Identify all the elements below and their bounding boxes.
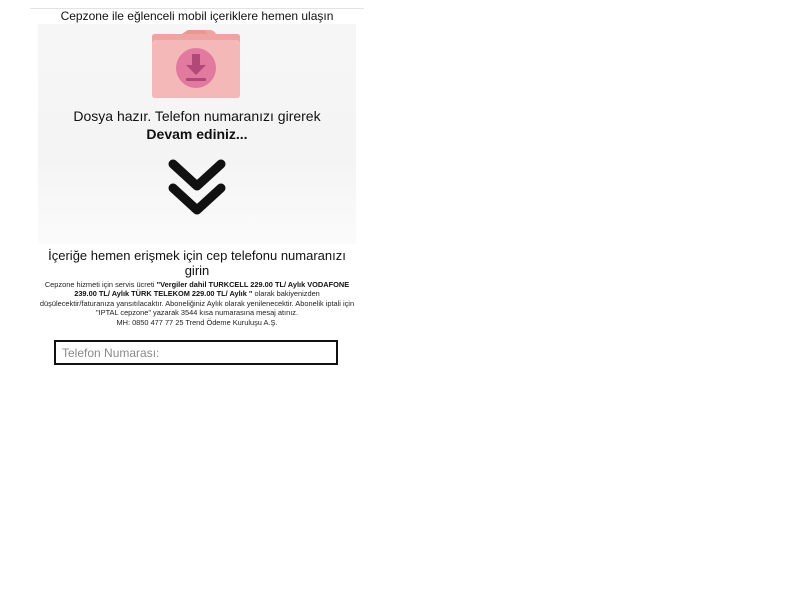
file-ready-text: Dosya hazır. Telefon numaranızı girerek bbox=[73, 108, 321, 124]
header-tagline: Cepzone ile eğlenceli mobil içeriklere hemen ulaşın bbox=[60, 9, 334, 23]
terms-intro: Cepzone hizmeti için servis ücreti bbox=[44, 280, 157, 289]
phone-number-input[interactable] bbox=[54, 340, 338, 365]
continue-text: Devam ediniz... bbox=[146, 126, 248, 142]
hero-panel bbox=[38, 24, 356, 244]
double-chevron-down-icon bbox=[166, 158, 228, 220]
terms-rest: olarak bakiyenizden düşülecektir/faturanıza yansıtılacaktır. Aboneliğiniz Aylık olarak yenilenecektir. Abonelik iptali için "IPTAL cepzone" yazarak 3544 kısa numarasına mesaj atınız. bbox=[39, 289, 355, 318]
terms-price: "Vergiler dahil TURKCELL 229.00 TL/ Aylık VODAFONE 239.00 TL/ Aylık TÜRK TELEKOM 229.00 TL/ Aylık " bbox=[74, 280, 350, 299]
phone-prompt: İçeriğe hemen erişmek için cep telefonu numaranızı girin bbox=[48, 248, 346, 278]
folder-download-icon bbox=[152, 28, 242, 98]
terms-text bbox=[38, 280, 356, 327]
terms-contact: MH: 0850 477 77 25 Trend Ödeme Kuruluşu A.Ş. bbox=[116, 317, 278, 327]
